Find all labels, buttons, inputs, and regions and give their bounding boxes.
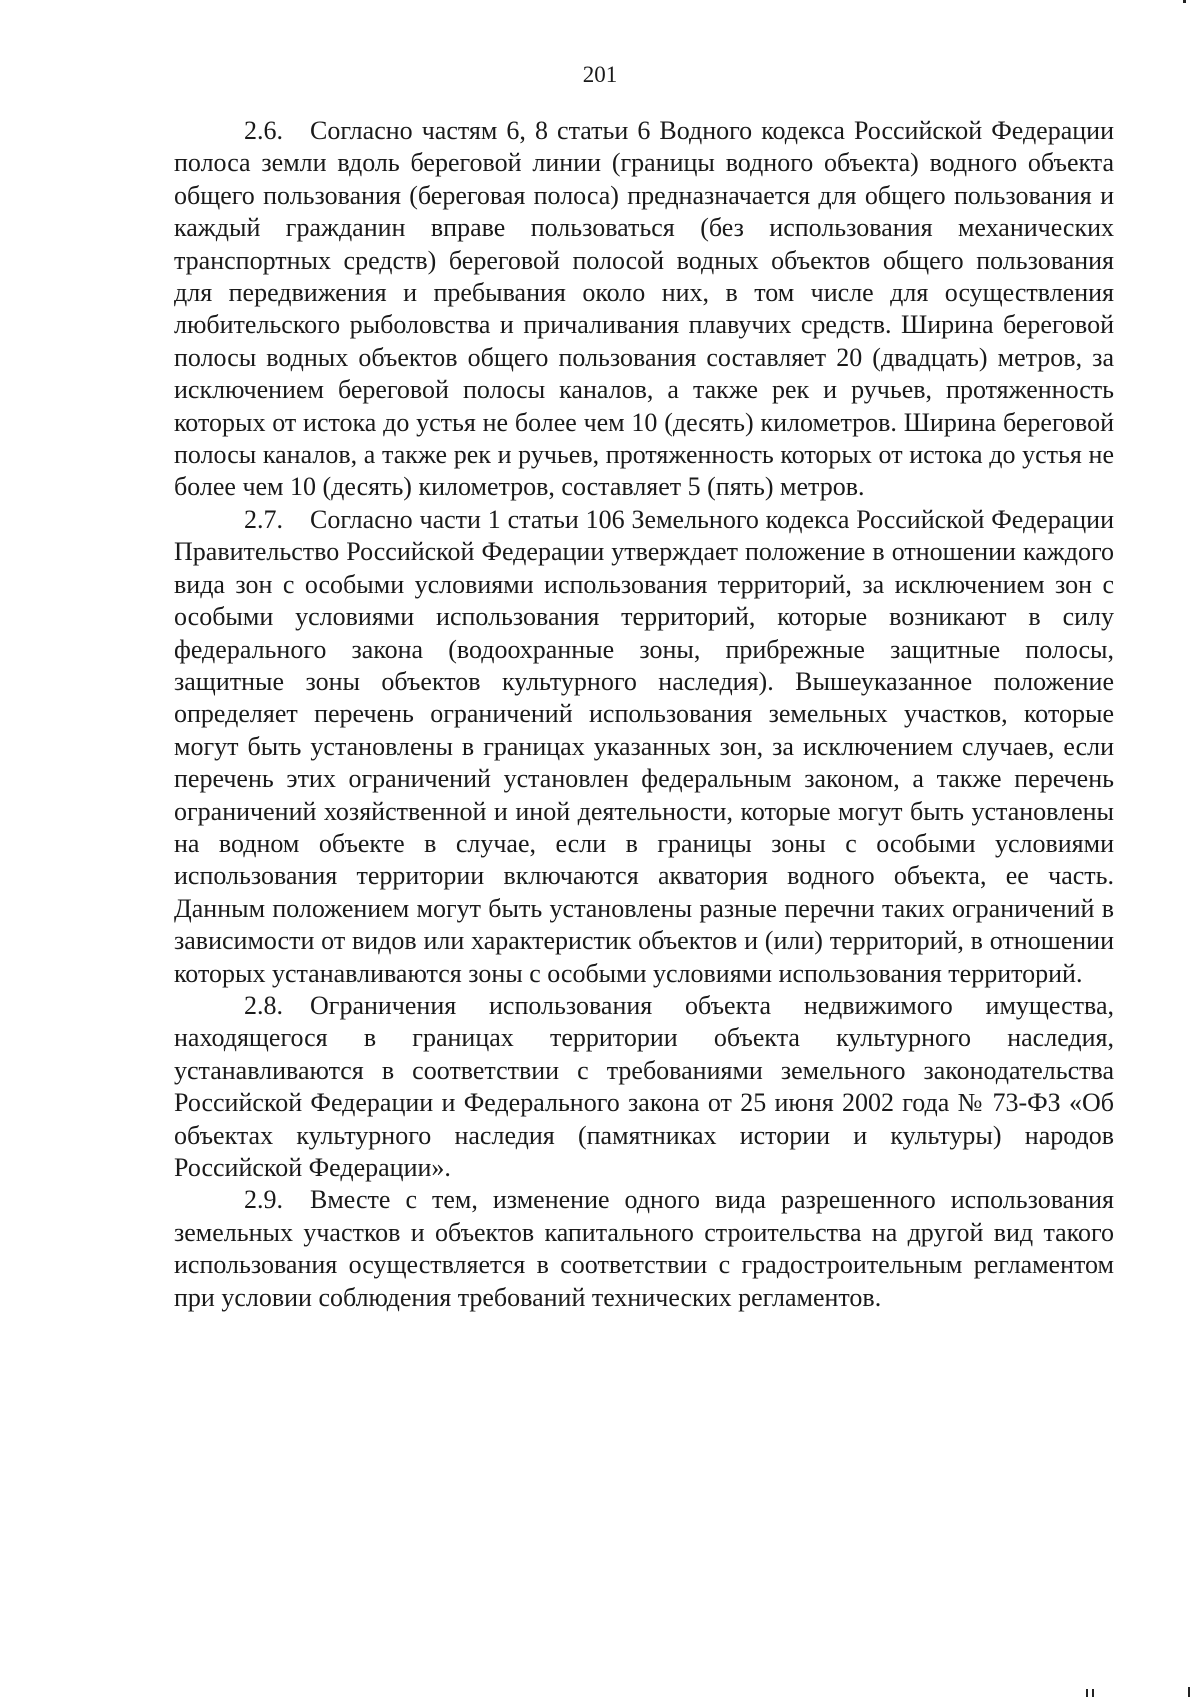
paragraph-text: Согласно части 1 статьи 106 Земельного кодекса Российской Федерации Правительство Российской Федерации утверждает положение в отношении каждого вида зон с особыми условиями использования территорий, за исключением зон с особыми условиями использования территорий, которые возникают в силу федерального закона (водоохранные зоны, прибрежные защитные полосы, защитные зоны объектов культурного наследия). Вышеуказанное положение определяет перечень ограничений использования земельных участков, которые могут быть установлены в границах указанных зон, за исключением случаев, если перечень этих ограничений установлен федеральным законом, а также перечень ограничений хозяйственной и иной деятельности, которые могут быть установлены на водном объекте в случае, если в границы зоны с особыми условиями использования территории включаются акватория водного объекта, ее часть. Данным положением могут быть установлены разные перечни таких ограничений в зависимости от видов или характеристик объектов и (или) территорий, в отношении которых устанавливаются зоны с особыми условиями использования территорий. [174,504,1114,988]
scan-artifact-bottom-right-2 [1092,1689,1094,1697]
page-number: 201 [582,62,618,87]
paragraph-text: Согласно частям 6, 8 статьи 6 Водного кодекса Российской Федерации полоса земли вдоль береговой линии (границы водного объекта) водного объекта общего пользования (береговая полоса) предназначается для общего пользования и каждый гражданин вправе пользоваться (без использования механических транспортных средств) береговой полосой водных объектов общего пользования для передвижения и пребывания около них, в том числе для осуществления любительского рыболовства и причаливания плавучих средств. Ширина береговой полосы водных объектов общего пользования составляет 20 (двадцать) метров, за исключением береговой полосы каналов, а также рек и ручьев, протяженность которых от истока до устья не более чем 10 (десять) километров. Ширина береговой полосы каналов, а также рек и ручьев, протяженность которых от истока до устья не более чем 10 (десять) километров, составляет 5 (пять) метров. [174,116,1114,502]
paragraph-text: Вместе с тем, изменение одного вида разрешенного использования земельных участков и объектов капитального строительства на другой вид такого использования осуществляется в соответствии с градостроительным регламентом при условии соблюдения требований технических регламентов. [174,1185,1114,1312]
scan-artifact-bottom-corner [1188,1687,1190,1697]
paragraph-2-8 [174,990,1114,1184]
paragraph-number: 2.6. [244,116,283,145]
paragraph-number: 2.9. [244,1185,283,1215]
scan-artifact-top-right [1183,0,1186,3]
paragraph-2-7 [174,504,1114,990]
paragraph-2-9 [174,1184,1114,1314]
paragraph-2-6 [174,115,1114,504]
scan-artifact-bottom-right [1086,1689,1088,1697]
paragraph-number: 2.8. [244,990,283,1020]
paragraph-text: Ограничения использования объекта недвижимого имущества, находящегося в границах территории объекта культурного наследия, устанавливаются в соответствии с требованиями земельного законодательства Российской Федерации и Федерального закона от 25 июня 2002 года № 73-ФЗ «Об объектах культурного наследия (памятниках истории и культуры) народов Российской Федерации». [174,990,1114,1182]
document-body [174,115,1114,1314]
paragraph-number: 2.7. [244,504,283,534]
